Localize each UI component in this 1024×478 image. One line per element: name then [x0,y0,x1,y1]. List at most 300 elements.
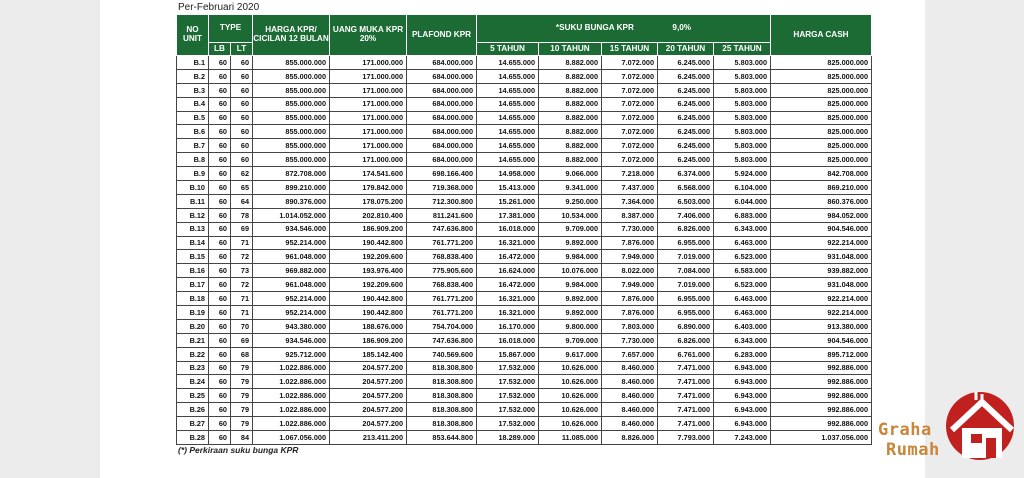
lb-cell: 60 [209,125,231,139]
lb-cell: 60 [209,236,231,250]
house-on-red-circle-icon [942,388,1018,468]
tenor-15-cell: 8.460.000 [602,389,658,403]
uang-muka-cell: 171.000.000 [330,69,407,83]
tenor-10-cell: 9.892.000 [539,292,602,306]
unit-cell: B.27 [177,417,209,431]
lt-cell: 60 [231,83,253,97]
harga-kpr-cell: 855.000.000 [253,111,330,125]
plafond-cell: 768.838.400 [407,250,477,264]
tenor-15-cell: 7.876.000 [602,236,658,250]
tenor-20-cell: 7.471.000 [658,361,714,375]
unit-cell: B.13 [177,222,209,236]
tenor-15-cell: 7.876.000 [602,292,658,306]
harga-cash-cell: 825.000.000 [771,69,872,83]
footnote: (*) Perkiraan suku bunga KPR [178,445,299,455]
tenor-20-cell: 7.471.000 [658,375,714,389]
lb-cell: 60 [209,208,231,222]
tenor-5-cell: 16.321.000 [477,236,539,250]
harga-kpr-cell: 925.712.000 [253,347,330,361]
tenor-20-cell: 6.955.000 [658,292,714,306]
plafond-cell: 684.000.000 [407,69,477,83]
lt-cell: 73 [231,264,253,278]
plafond-cell: 684.000.000 [407,125,477,139]
header-tenor-20: 20 TAHUN [658,43,714,56]
plafond-cell: 818.308.800 [407,389,477,403]
tenor-20-cell: 7.471.000 [658,389,714,403]
plafond-cell: 740.569.600 [407,347,477,361]
table-row [177,56,872,70]
plafond-cell: 684.000.000 [407,139,477,153]
unit-cell: B.14 [177,236,209,250]
tenor-25-cell: 6.943.000 [714,417,771,431]
plafond-cell: 684.000.000 [407,56,477,70]
lt-cell: 60 [231,69,253,83]
header-uang-muka: UANG MUKA KPR 20% [330,15,407,56]
lt-cell: 64 [231,194,253,208]
tenor-5-cell: 16.170.000 [477,319,539,333]
tenor-5-cell: 14.655.000 [477,153,539,167]
harga-kpr-cell: 855.000.000 [253,125,330,139]
tenor-20-cell: 6.245.000 [658,83,714,97]
lb-cell: 60 [209,83,231,97]
tenor-15-cell: 7.072.000 [602,56,658,70]
header-suku-bunga [477,15,771,43]
harga-cash-cell: 992.886.000 [771,361,872,375]
tenor-25-cell: 6.463.000 [714,292,771,306]
table-row [177,208,872,222]
uang-muka-cell: 190.442.800 [330,306,407,320]
price-table-body [177,56,872,445]
lt-cell: 72 [231,250,253,264]
header-harga-cash: HARGA CASH [771,15,872,56]
tenor-25-cell: 5.803.000 [714,111,771,125]
table-row [177,333,872,347]
tenor-20-cell: 6.955.000 [658,306,714,320]
uang-muka-cell: 174.541.600 [330,167,407,181]
logo-text-graha: Graha [878,420,932,440]
lb-cell: 60 [209,264,231,278]
unit-cell: B.22 [177,347,209,361]
lb-cell: 60 [209,56,231,70]
tenor-15-cell: 7.949.000 [602,278,658,292]
tenor-15-cell: 7.072.000 [602,111,658,125]
lb-cell: 60 [209,153,231,167]
table-row [177,125,872,139]
tenor-15-cell: 8.826.000 [602,431,658,445]
lt-cell: 60 [231,139,253,153]
tenor-25-cell: 6.943.000 [714,403,771,417]
harga-cash-cell: 825.000.000 [771,139,872,153]
harga-kpr-cell: 855.000.000 [253,97,330,111]
plafond-cell: 684.000.000 [407,97,477,111]
tenor-20-cell: 6.826.000 [658,222,714,236]
lb-cell: 60 [209,222,231,236]
uang-muka-cell: 179.842.000 [330,181,407,195]
lb-cell: 60 [209,194,231,208]
lt-cell: 79 [231,403,253,417]
tenor-5-cell: 16.018.000 [477,222,539,236]
tenor-20-cell: 6.955.000 [658,236,714,250]
lt-cell: 60 [231,97,253,111]
table-row [177,361,872,375]
lt-cell: 69 [231,333,253,347]
harga-kpr-cell: 855.000.000 [253,56,330,70]
tenor-5-cell: 14.655.000 [477,139,539,153]
tenor-15-cell: 8.022.000 [602,264,658,278]
table-row [177,264,872,278]
tenor-5-cell: 16.321.000 [477,306,539,320]
unit-cell: B.4 [177,97,209,111]
tenor-10-cell: 9.066.000 [539,167,602,181]
tenor-5-cell: 14.958.000 [477,167,539,181]
tenor-10-cell: 8.882.000 [539,83,602,97]
tenor-10-cell: 9.341.000 [539,181,602,195]
tenor-25-cell: 6.343.000 [714,333,771,347]
tenor-5-cell: 17.532.000 [477,389,539,403]
table-row [177,403,872,417]
tenor-10-cell: 8.882.000 [539,69,602,83]
unit-cell: B.21 [177,333,209,347]
unit-cell: B.26 [177,403,209,417]
plafond-cell: 684.000.000 [407,111,477,125]
tenor-15-cell: 7.730.000 [602,222,658,236]
harga-kpr-cell: 890.376.000 [253,194,330,208]
uang-muka-cell: 204.577.200 [330,389,407,403]
tenor-20-cell: 7.471.000 [658,403,714,417]
plafond-cell: 853.644.800 [407,431,477,445]
harga-kpr-cell: 1.022.886.000 [253,417,330,431]
tenor-5-cell: 16.472.000 [477,278,539,292]
harga-cash-cell: 825.000.000 [771,153,872,167]
tenor-25-cell: 5.803.000 [714,153,771,167]
lb-cell: 60 [209,306,231,320]
unit-cell: B.28 [177,431,209,445]
tenor-15-cell: 7.657.000 [602,347,658,361]
lt-cell: 79 [231,375,253,389]
tenor-5-cell: 17.381.000 [477,208,539,222]
tenor-25-cell: 6.583.000 [714,264,771,278]
unit-cell: B.25 [177,389,209,403]
price-list-sheet [100,0,925,478]
tenor-20-cell: 6.245.000 [658,69,714,83]
unit-cell: B.18 [177,292,209,306]
tenor-25-cell: 5.924.000 [714,167,771,181]
tenor-25-cell: 5.803.000 [714,125,771,139]
plafond-cell: 818.308.800 [407,403,477,417]
tenor-15-cell: 8.460.000 [602,375,658,389]
table-row [177,347,872,361]
table-row [177,250,872,264]
tenor-25-cell: 6.104.000 [714,181,771,195]
tenor-25-cell: 6.523.000 [714,250,771,264]
unit-cell: B.12 [177,208,209,222]
table-row [177,236,872,250]
tenor-15-cell: 7.072.000 [602,139,658,153]
tenor-5-cell: 15.867.000 [477,347,539,361]
tenor-20-cell: 6.245.000 [658,97,714,111]
tenor-25-cell: 6.463.000 [714,236,771,250]
uang-muka-cell: 171.000.000 [330,153,407,167]
lt-cell: 68 [231,347,253,361]
harga-cash-cell: 984.052.000 [771,208,872,222]
table-row [177,389,872,403]
plafond-cell: 818.308.800 [407,361,477,375]
tenor-25-cell: 5.803.000 [714,56,771,70]
tenor-5-cell: 16.624.000 [477,264,539,278]
uang-muka-cell: 171.000.000 [330,83,407,97]
tenor-10-cell: 9.800.000 [539,319,602,333]
lt-cell: 70 [231,319,253,333]
tenor-20-cell: 6.890.000 [658,319,714,333]
tenor-10-cell: 9.892.000 [539,306,602,320]
tenor-10-cell: 9.984.000 [539,250,602,264]
tenor-20-cell: 7.084.000 [658,264,714,278]
lb-cell: 60 [209,167,231,181]
header-lb: LB [209,43,231,56]
uang-muka-cell: 204.577.200 [330,403,407,417]
tenor-10-cell: 8.882.000 [539,97,602,111]
harga-cash-cell: 825.000.000 [771,56,872,70]
header-suku-bunga-rate: 9,0% [672,23,692,33]
tenor-15-cell: 7.218.000 [602,167,658,181]
tenor-20-cell: 7.471.000 [658,417,714,431]
lb-cell: 60 [209,181,231,195]
unit-cell: B.10 [177,181,209,195]
tenor-5-cell: 14.655.000 [477,83,539,97]
harga-kpr-cell: 961.048.000 [253,250,330,264]
tenor-5-cell: 17.532.000 [477,361,539,375]
harga-cash-cell: 922.214.000 [771,236,872,250]
harga-kpr-cell: 943.380.000 [253,319,330,333]
harga-kpr-cell: 855.000.000 [253,153,330,167]
plafond-cell: 811.241.600 [407,208,477,222]
harga-cash-cell: 913.380.000 [771,319,872,333]
uang-muka-cell: 204.577.200 [330,361,407,375]
tenor-15-cell: 7.072.000 [602,83,658,97]
table-row [177,97,872,111]
tenor-10-cell: 8.882.000 [539,153,602,167]
tenor-20-cell: 6.245.000 [658,125,714,139]
lb-cell: 60 [209,375,231,389]
harga-cash-cell: 992.886.000 [771,403,872,417]
plafond-cell: 747.636.800 [407,222,477,236]
header-suku-bunga-label: *SUKU BUNGA KPR [555,23,634,33]
lt-cell: 60 [231,56,253,70]
tenor-5-cell: 18.289.000 [477,431,539,445]
tenor-10-cell: 9.709.000 [539,222,602,236]
tenor-15-cell: 7.072.000 [602,97,658,111]
lt-cell: 60 [231,111,253,125]
tenor-5-cell: 14.655.000 [477,111,539,125]
table-row [177,194,872,208]
lb-cell: 60 [209,111,231,125]
lb-cell: 60 [209,431,231,445]
tenor-15-cell: 8.460.000 [602,361,658,375]
harga-cash-cell: 869.210.000 [771,181,872,195]
harga-cash-cell: 992.886.000 [771,389,872,403]
uang-muka-cell: 202.810.400 [330,208,407,222]
lt-cell: 71 [231,292,253,306]
price-table [176,14,872,445]
uang-muka-cell: 171.000.000 [330,111,407,125]
lb-cell: 60 [209,403,231,417]
header-lt: LT [231,43,253,56]
tenor-25-cell: 5.803.000 [714,69,771,83]
table-row [177,153,872,167]
tenor-10-cell: 9.250.000 [539,194,602,208]
tenor-25-cell: 6.343.000 [714,222,771,236]
harga-kpr-cell: 1.014.052.000 [253,208,330,222]
harga-kpr-cell: 872.708.000 [253,167,330,181]
lb-cell: 60 [209,97,231,111]
lt-cell: 72 [231,278,253,292]
tenor-25-cell: 6.283.000 [714,347,771,361]
tenor-10-cell: 8.882.000 [539,125,602,139]
harga-kpr-cell: 855.000.000 [253,83,330,97]
harga-kpr-cell: 934.546.000 [253,333,330,347]
tenor-5-cell: 16.472.000 [477,250,539,264]
plafond-cell: 684.000.000 [407,83,477,97]
lt-cell: 71 [231,306,253,320]
unit-cell: B.8 [177,153,209,167]
tenor-15-cell: 8.460.000 [602,403,658,417]
tenor-10-cell: 9.984.000 [539,278,602,292]
tenor-20-cell: 6.374.000 [658,167,714,181]
uang-muka-cell: 193.976.400 [330,264,407,278]
unit-cell: B.7 [177,139,209,153]
harga-kpr-cell: 899.210.000 [253,181,330,195]
lb-cell: 60 [209,250,231,264]
harga-cash-cell: 904.546.000 [771,333,872,347]
tenor-10-cell: 10.534.000 [539,208,602,222]
tenor-10-cell: 10.626.000 [539,417,602,431]
tenor-5-cell: 16.018.000 [477,333,539,347]
uang-muka-cell: 190.442.800 [330,236,407,250]
table-row [177,375,872,389]
harga-kpr-cell: 1.022.886.000 [253,403,330,417]
tenor-25-cell: 6.943.000 [714,361,771,375]
unit-cell: B.11 [177,194,209,208]
logo-text-rumah: Rumah [886,440,940,460]
tenor-10-cell: 10.626.000 [539,403,602,417]
uang-muka-cell: 188.676.000 [330,319,407,333]
table-row [177,431,872,445]
lt-cell: 79 [231,361,253,375]
harga-kpr-cell: 961.048.000 [253,278,330,292]
tenor-20-cell: 6.245.000 [658,139,714,153]
uang-muka-cell: 186.909.200 [330,222,407,236]
table-row [177,278,872,292]
tenor-15-cell: 7.072.000 [602,153,658,167]
tenor-15-cell: 7.803.000 [602,319,658,333]
plafond-cell: 719.368.000 [407,181,477,195]
tenor-20-cell: 6.245.000 [658,153,714,167]
tenor-10-cell: 10.076.000 [539,264,602,278]
table-row [177,139,872,153]
lt-cell: 78 [231,208,253,222]
lb-cell: 60 [209,139,231,153]
uang-muka-cell: 204.577.200 [330,375,407,389]
tenor-15-cell: 7.072.000 [602,69,658,83]
unit-cell: B.15 [177,250,209,264]
tenor-5-cell: 15.261.000 [477,194,539,208]
header-harga-kpr: HARGA KPR/ CICILAN 12 BULAN [253,15,330,56]
tenor-20-cell: 6.761.000 [658,347,714,361]
tenor-25-cell: 6.943.000 [714,389,771,403]
header-no-unit: NO UNIT [177,15,209,56]
plafond-cell: 818.308.800 [407,417,477,431]
tenor-25-cell: 5.803.000 [714,83,771,97]
table-row [177,222,872,236]
unit-cell: B.19 [177,306,209,320]
lt-cell: 60 [231,153,253,167]
tenor-10-cell: 9.709.000 [539,333,602,347]
lt-cell: 69 [231,222,253,236]
harga-kpr-cell: 1.022.886.000 [253,361,330,375]
lb-cell: 60 [209,333,231,347]
unit-cell: B.3 [177,83,209,97]
harga-cash-cell: 992.886.000 [771,417,872,431]
tenor-15-cell: 7.364.000 [602,194,658,208]
lt-cell: 79 [231,389,253,403]
uang-muka-cell: 171.000.000 [330,56,407,70]
plafond-cell: 684.000.000 [407,153,477,167]
tenor-20-cell: 7.019.000 [658,250,714,264]
tenor-20-cell: 6.503.000 [658,194,714,208]
header-tenor-5: 5 TAHUN [477,43,539,56]
lb-cell: 60 [209,347,231,361]
tenor-10-cell: 9.892.000 [539,236,602,250]
header-type: TYPE [209,15,253,43]
tenor-20-cell: 7.019.000 [658,278,714,292]
harga-kpr-cell: 1.067.056.000 [253,431,330,445]
tenor-25-cell: 5.803.000 [714,97,771,111]
harga-kpr-cell: 934.546.000 [253,222,330,236]
tenor-25-cell: 7.243.000 [714,431,771,445]
lt-cell: 62 [231,167,253,181]
tenor-15-cell: 7.949.000 [602,250,658,264]
tenor-10-cell: 8.882.000 [539,111,602,125]
lb-cell: 60 [209,292,231,306]
table-row [177,181,872,195]
uang-muka-cell: 178.075.200 [330,194,407,208]
plafond-cell: 754.704.000 [407,319,477,333]
tenor-5-cell: 14.655.000 [477,56,539,70]
harga-kpr-cell: 1.022.886.000 [253,375,330,389]
harga-kpr-cell: 952.214.000 [253,292,330,306]
tenor-10-cell: 10.626.000 [539,361,602,375]
table-row [177,319,872,333]
harga-kpr-cell: 1.022.886.000 [253,389,330,403]
tenor-15-cell: 8.460.000 [602,417,658,431]
harga-cash-cell: 825.000.000 [771,97,872,111]
lb-cell: 60 [209,389,231,403]
harga-cash-cell: 939.882.000 [771,264,872,278]
uang-muka-cell: 213.411.200 [330,431,407,445]
unit-cell: B.6 [177,125,209,139]
tenor-5-cell: 15.413.000 [477,181,539,195]
lt-cell: 71 [231,236,253,250]
tenor-25-cell: 6.403.000 [714,319,771,333]
tenor-10-cell: 10.626.000 [539,375,602,389]
plafond-cell: 747.636.800 [407,333,477,347]
tenor-15-cell: 7.437.000 [602,181,658,195]
uang-muka-cell: 171.000.000 [330,97,407,111]
unit-cell: B.2 [177,69,209,83]
header-plafond: PLAFOND KPR [407,15,477,56]
lt-cell: 65 [231,181,253,195]
lb-cell: 60 [209,278,231,292]
